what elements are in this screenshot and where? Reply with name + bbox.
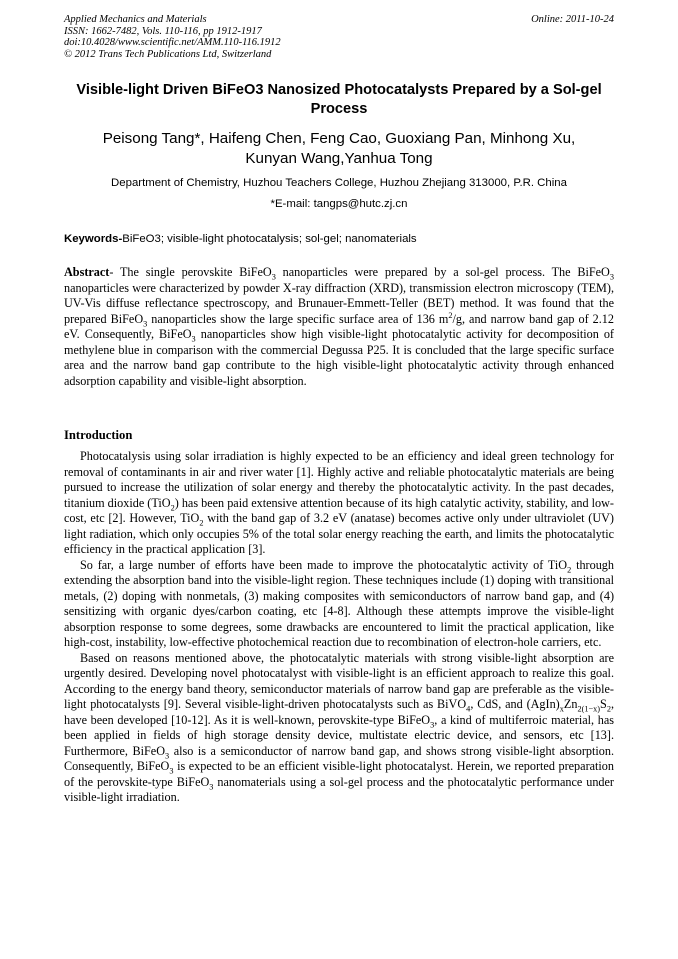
subscript: x	[559, 704, 564, 714]
abstract-label: Abstract	[64, 265, 110, 279]
paragraph-text: through extending the absorption band into the visible-light region. These techniques include (1) doping with transitional metals, (2) doping with nonmetals, (3) making composites with semiconductors of narrow band gap, and (4) sensitizing with organic dyes/carbon coating, etc [4-8]. Although these attempts improve the visible-light absorption response to some degrees, some drawbacks are encountered to limit the practical application, like high-cost, instability, low-effective photochemical reaction due to recombination of electron-hole carriers, etc.	[64, 557, 614, 649]
subscript: 3	[609, 272, 614, 282]
paragraph-3	[64, 651, 614, 806]
author-line-1: Peisong Tang*, Haifeng Chen, Feng Cao, Guoxiang Pan, Minhong Xu,	[102, 130, 576, 147]
contact-email: *E-mail: tangps@hutc.zj.cn	[270, 198, 408, 210]
abstract-text: nanoparticles show high visible-light photocatalytic activity for decomposition of methylene blue in comparison with the commercial Degussa P25. It is concluded that the large specific surface area and the narrow band gap contribute to the high visible-light photocatalytic activity through enhanced adsorption capability and visible-light absorption.	[64, 327, 614, 388]
subscript: 3	[165, 750, 170, 760]
superscript: 2	[448, 310, 453, 320]
subscript: 4	[466, 704, 471, 714]
author-line-2: Kunyan Wang,Yanhua Tong	[245, 150, 433, 167]
subscript: 2(1−x)	[577, 704, 601, 714]
abstract-text: nanoparticles were prepared by a sol-gel process. The BiFeO	[275, 265, 610, 279]
section-heading-introduction: Introduction	[64, 428, 133, 442]
author-list	[64, 129, 614, 169]
issn-line: ISSN: 1662-7482, Vols. 110-116, pp 1912-1917	[64, 25, 262, 37]
subscript: 2	[199, 518, 204, 528]
doi-line: doi:10.4028/www.scientific.net/AMM.110-116.1912	[64, 37, 281, 49]
paragraph-1	[64, 449, 614, 558]
subscript: 3	[191, 334, 196, 344]
paragraph-text: ) has been paid extensive attention because of its high catalytic activity, stability, and low-cost, etc [2]. However, TiO	[64, 495, 614, 525]
online-date: Online: 2011-10-24	[531, 14, 614, 25]
paragraph-text: also is a semiconductor of narrow band gap, and shows strong visible-light absorption. Consequently, BiFeO	[64, 743, 614, 773]
subscript: 2	[567, 564, 572, 574]
paragraph-text: , CdS, and (AgIn)	[470, 697, 560, 711]
paragraph-text: So far, a large number of efforts have been made to improve the photocatalytic activity of TiO	[80, 557, 568, 572]
copyright-line: © 2012 Trans Tech Publications Ltd, Switzerland	[64, 48, 272, 60]
introduction-body	[64, 449, 614, 806]
paragraph-text: , have been developed [10-12]. As it is well-known, perovskite-type BiFeO	[64, 697, 615, 727]
keywords-label: Keywords-	[64, 233, 123, 245]
affiliation: Department of Chemistry, Huzhou Teachers College, Huzhou Zhejiang 313000, P.R. China	[111, 177, 567, 189]
abstract-text: nanoparticles show the large specific surface area of 136 m	[147, 311, 449, 326]
paper-title: Visible-light Driven BiFeO3 Nanosized Photocatalysts Prepared by a Sol-gel Process	[76, 82, 602, 117]
subscript: 3	[143, 318, 148, 328]
paragraph-text: Zn	[563, 697, 578, 711]
abstract	[64, 265, 614, 389]
subscript: 3	[169, 766, 174, 776]
keywords	[64, 231, 614, 247]
paragraph-text: is expected to be an efficient visible-light photocatalyst. Herein, we reported preparation of the perovskite-type BiFeO	[64, 759, 614, 789]
paragraph-text: S	[600, 697, 607, 711]
subscript: 2	[170, 502, 175, 512]
abstract-text: - The single perovskite BiFeO	[109, 265, 272, 279]
abstract-text: /g, and narrow band gap of 2.12 eV. Consequently, BiFeO	[64, 311, 614, 341]
paragraph-text: Photocatalysis using solar irradiation is highly expected to be an efficiency and ideal green technology for removal of contaminants in air and river water [1]. Highly active and reliable photocatalytic materials are being pursued to increase the utilization of solar energy and thereby the photocatalytic activity. In the past decades, titanium dioxide (TiO	[64, 449, 614, 510]
keywords-text: BiFeO3; visible-light photocatalysis; sol-gel; nanomaterials	[122, 233, 417, 245]
abstract-text: nanoparticles were characterized by powder X-ray diffraction (XRD), transmission electron microscopy (TEM), UV-Vis diffuse reflectance spectroscopy, and Brunauer-Emmett-Teller (BET) method. It was found that the prepared BiFeO	[64, 280, 614, 326]
subscript: 3	[430, 719, 435, 729]
journal-name: Applied Mechanics and Materials	[64, 14, 207, 25]
journal-header	[64, 14, 614, 60]
paragraph-text: with the band gap of 3.2 eV (anatase) becomes active only under ultraviolet (UV) light radiation, which only occupies 5% of the total solar energy reaching the earth, and limits the photocatalytic efficiency in the practical application [3].	[64, 511, 614, 556]
subscript: 3	[209, 781, 214, 791]
paragraph-2	[64, 558, 614, 651]
paragraph-text: Based on reasons mentioned above, the photocatalytic materials with strong visible-light absorption are urgently desired. Developing novel photocatalyst with visible-light is an efficient approach to realize this goal. According to the energy band theory, semiconductor materials of narrow band gap are preferable as the visible-light photocatalysts [9]. Several visible-light-driven photocatalysts such as BiVO	[64, 650, 614, 711]
subscript: 3	[271, 272, 276, 282]
paragraph-text: nanomaterials using a sol-gel process and the photocatalytic performance under visible-light irradiation.	[64, 774, 614, 804]
paragraph-text: , a kind of multiferroic material, has been applied in fields of high storage density device, multistate electric device, and sensors, etc [13]. Furthermore, BiFeO	[64, 712, 614, 758]
subscript: 2	[606, 704, 611, 714]
